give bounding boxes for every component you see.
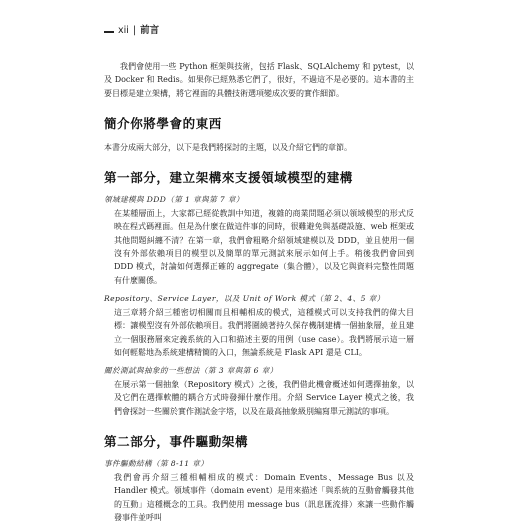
section-title-ddd: 領域建模與 DDD（第 1 章與第 7 章） [104, 195, 244, 205]
section-text-testing: 在展示第一個抽象（Repository 模式）之後，我們借此機會概述如何選擇抽象，以及它們在選擇軟體的耦合方式時發揮什麼作用。介紹 Service Layer 模式之後，我們會探討一些關於實作測試金字塔，以及在最高抽象級別編寫單元測試的事項。 [114, 380, 414, 416]
section-text-patterns: 這三章將介紹三種密切相關而且相輔相成的模式，這種模式可以支持我們的偉大目標：讓模型沒有外部依賴項目。我們將圍繞著持久保存機制建構一個抽象層，並且建立一個服務層來定義系統的入口和描述主要的用例（use case）。我們將展示這一層如何輕鬆地為系統建構精簡的入口，無論系統是 Flask API 還是 CLI。 [114, 307, 414, 357]
section-title: 前言 [140, 25, 160, 36]
section-title-events: 事件驅動結構（第 8-11 章） [104, 459, 209, 469]
page-content [104, 60, 414, 524]
intro-paragraph: 我們會使用一些 Python 框架與技術，包括 Flask、SQLAlchemy 和 pytest，以及 Docker 和 Redis。如果你已經熟悉它們了，很好，不過這不是必要的。這本書的主要目標是建立架構，將它裡面的具體技術選項變成次要的實作細節。 [104, 62, 414, 98]
section-text-events: 我們會再介紹三種相輔相成的模式：Domain Events、Message Bus 以及 Handler 模式。領域事件（domain event）是用來描述「與系統的互動會觸發其他的互動」這種概念的工具。我們使用 message bus（訊息匯流排）來讓一些動作觸發事件並呼叫 [114, 473, 414, 522]
page-header [104, 20, 159, 36]
part2-heading: 第二部分，事件驅動架構 [104, 434, 249, 450]
section-text-ddd: 在某種層面上，大家都已經從教訓中知道，複雜的商業問題必須以領域模型的形式反映在程式碼裡面。但是為什麼在做這件事的同時，很難避免與基礎設施、web 框架或其他問題糾纏不清？在第一章，我們會粗略介紹領域建模以及 DDD，並且使用一個沒有外部依賴項目的模型以及簡單的單元測試來展示如何上手。稍後我們會回到 DDD 模式，討論如何選擇正確的 aggregate（集合體），以及它與資料完整性問題有什麼關係。 [114, 209, 414, 285]
header-rule [104, 31, 114, 33]
section-title-testing: 關於測試與抽象的一些想法（第 3 章與第 6 章） [104, 366, 278, 376]
heading-what-you-learn: 簡介你將學會的東西 [104, 115, 222, 131]
part1-heading: 第一部分，建立架構來支援領域模型的建構 [104, 170, 353, 186]
section-title-patterns: Repository、Service Layer，以及 Unit of Work 模式（第 2、4、5 章） [104, 293, 385, 303]
page-number: xii [118, 25, 129, 36]
learn-intro: 本書分成兩大部分，以下是我們將探討的主題，以及介紹它們的章節。 [104, 142, 352, 152]
header-separator: | [132, 25, 137, 36]
